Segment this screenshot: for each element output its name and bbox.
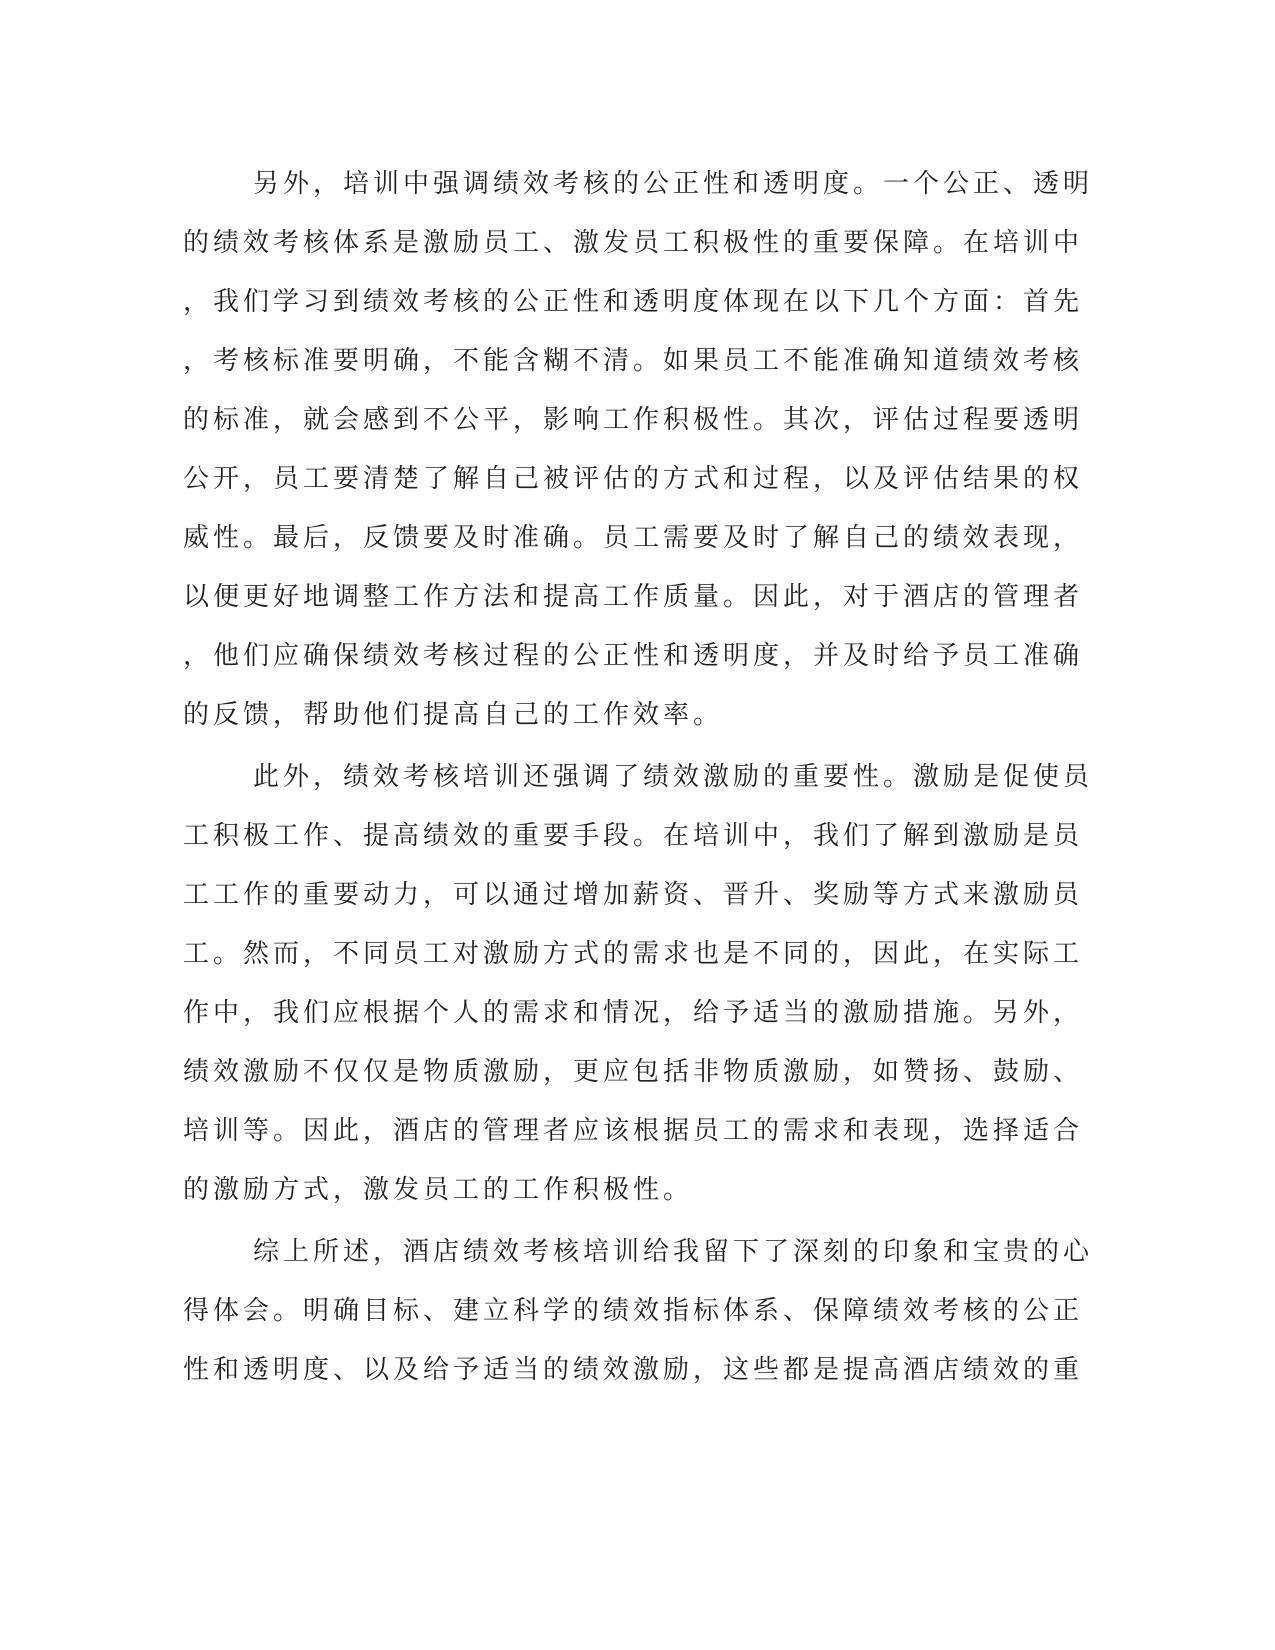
text-line: 以便更好地调整工作方法和提高工作质量。因此，对于酒店的管理者 <box>183 582 1084 612</box>
text-line: 绩效激励不仅仅是物质激励，更应包括非物质激励，如赞扬、鼓励、 <box>183 1057 1084 1087</box>
text-line: 此外，绩效考核培训还强调了绩效激励的重要性。激励是促使员 <box>253 762 1094 792</box>
text-line: ，他们应确保绩效考核过程的公正性和透明度，并及时给予员工准确 <box>183 641 1084 671</box>
text-line: ，我们学习到绩效考核的公正性和透明度体现在以下几个方面：首先 <box>183 287 1084 317</box>
body-text <box>183 160 1094 1405</box>
text-line: 工积极工作、提高绩效的重要手段。在培训中，我们了解到激励是员 <box>183 821 1084 851</box>
text-line: 另外，培训中强调绩效考核的公正性和透明度。一个公正、透明 <box>253 169 1094 199</box>
text-line: 公开，员工要清楚了解自己被评估的方式和过程，以及评估结果的权 <box>183 464 1084 494</box>
paragraph-1 <box>183 160 1094 750</box>
text-line: 培训等。因此，酒店的管理者应该根据员工的需求和表现，选择适合 <box>183 1116 1084 1146</box>
text-line: ，考核标准要明确，不能含糊不清。如果员工不能准确知道绩效考核 <box>183 346 1084 376</box>
text-line: 工。然而，不同员工对激励方式的需求也是不同的，因此，在实际工 <box>183 939 1084 969</box>
text-line: 威性。最后，反馈要及时准确。员工需要及时了解自己的绩效表现， <box>183 523 1084 553</box>
text-line: 的绩效考核体系是激励员工、激发员工积极性的重要保障。在培训中 <box>183 228 1084 258</box>
text-line: 性和透明度、以及给予适当的绩效激励，这些都是提高酒店绩效的重 <box>183 1355 1084 1385</box>
text-line: 工工作的重要动力，可以通过增加薪资、晋升、奖励等方式来激励员 <box>183 880 1084 910</box>
text-line: 的标准，就会感到不公平，影响工作积极性。其次，评估过程要透明 <box>183 405 1084 435</box>
text-line: 的反馈，帮助他们提高自己的工作效率。 <box>183 700 724 730</box>
text-line: 综上所述，酒店绩效考核培训给我留下了深刻的印象和宝贵的心 <box>253 1237 1094 1267</box>
text-line: 的激励方式，激发员工的工作积极性。 <box>183 1175 694 1205</box>
paragraph-2 <box>183 753 1094 1225</box>
text-line: 作中，我们应根据个人的需求和情况，给予适当的激励措施。另外， <box>183 998 1084 1028</box>
text-line: 得体会。明确目标、建立科学的绩效指标体系、保障绩效考核的公正 <box>183 1296 1084 1326</box>
paragraph-3 <box>183 1228 1094 1405</box>
